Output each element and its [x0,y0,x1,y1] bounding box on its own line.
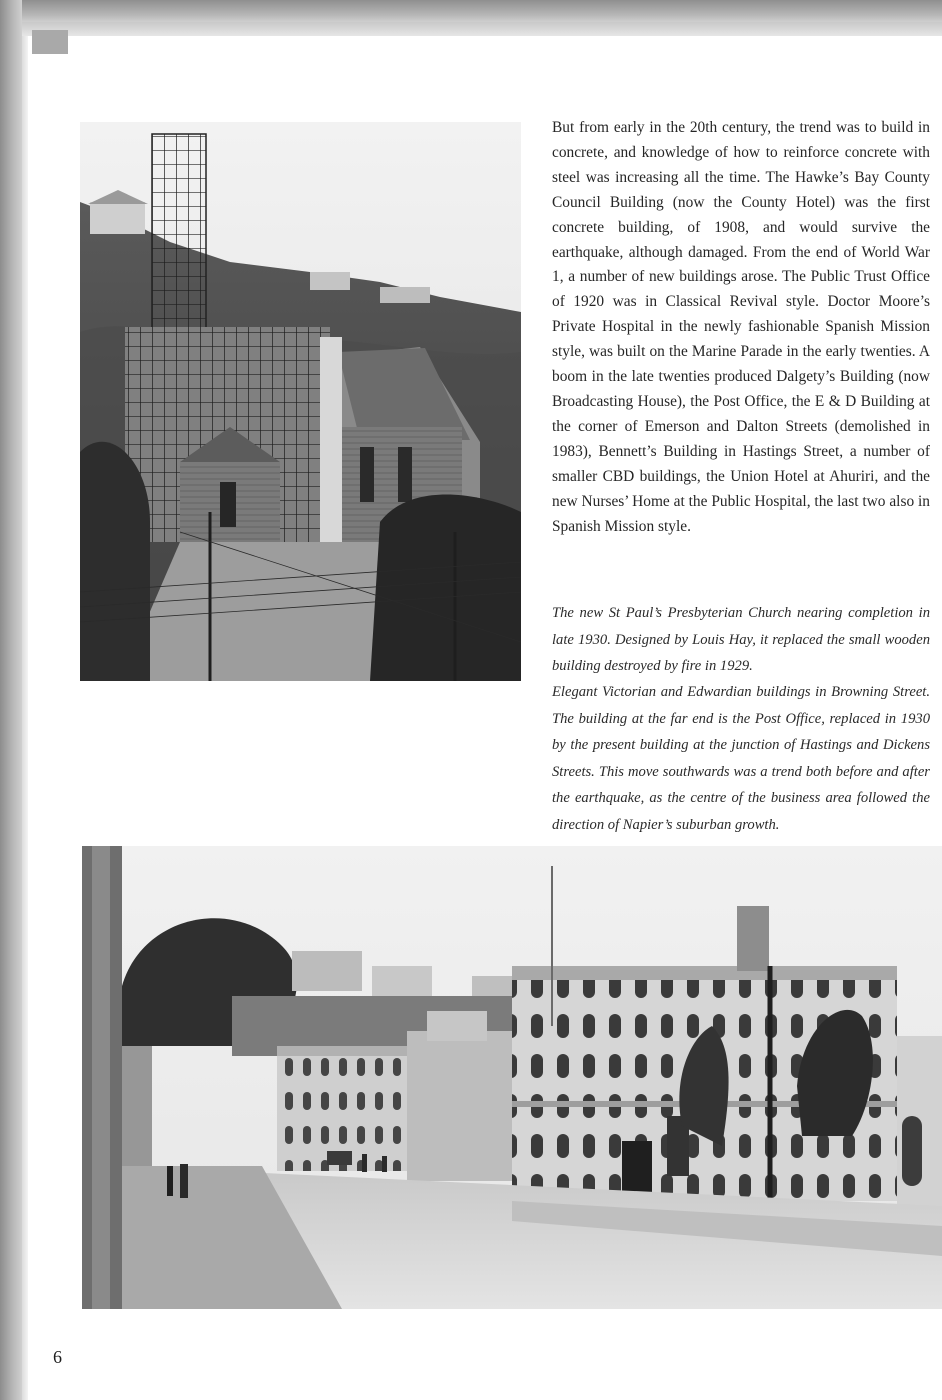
page-frame-left [0,0,22,1400]
church-construction-photo [80,122,521,681]
page-frame-notch [22,22,942,36]
page-number: 6 [53,1347,62,1367]
street-photo-graphic [82,846,942,1309]
street-buildings-photo [82,846,942,1309]
caption-street-photo: Elegant Victorian and Edwardian buildings in Browning Street. The building at the far end is the Post Office, replaced in 1930 by the present building at the junction of Hastings and Dickens Streets. This move southwards was a trend both before and after the earthquake, as the centre of the business area followed the direction of Napier’s suburban growth. [552,684,930,833]
page-frame-inner-edge [22,36,28,1400]
page-frame-notch-block [32,30,68,54]
church-photo-graphic [80,122,521,681]
caption-church-photo: The new St Paul’s Presbyterian Church nearing completion in late 1930. Designed by Louis Hay, it replaced the small wooden building destroyed by fire in 1929. [552,605,930,674]
body-text: But from early in the 20th century, the trend was to build in concrete, and knowledge of how to reinforce concrete with steel was increasing all the time. The Hawke’s Bay County Council Building (now the County Hotel) was the first concrete building, of 1908, and would survive the earthquake, although damaged. From the end of World War 1, a number of new buildings arose. The Public Trust Office of 1920 was in Classical Revival style. Doctor Moore’s Private Hospital in the newly fashionable Spanish Mission style, was built on the Marine Parade in the early twenties. A boom in the late twenties produced Dalgety’s Building (now Broadcasting House), the Post Office, the E & D Building at the corner of Emerson and Dalton Streets (demolished in 1983), Bennett’s Building in Hastings Street, a number of smaller CBD buildings, the Union Hotel at Ahuriri, and the new Nurses’ Home at the Public Hospital, the last two also in Spanish Mission style. [552,119,930,535]
page-frame-top [0,0,942,22]
